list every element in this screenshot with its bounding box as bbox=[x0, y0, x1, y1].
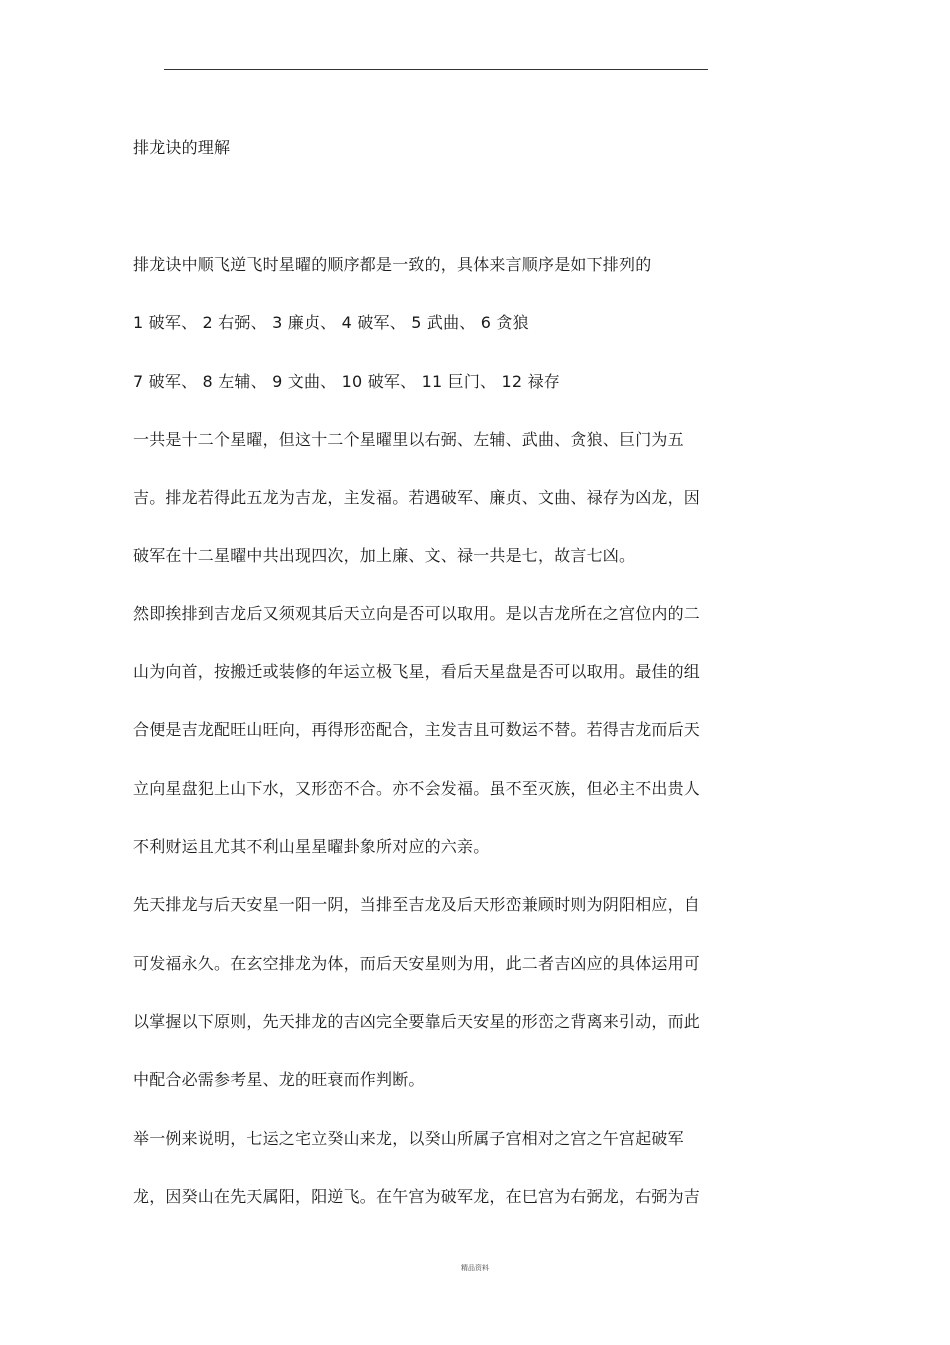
text-line-7: 然即挨排到吉龙后又须观其后天立向是否可以取用。是以吉龙所在之宫位内的二 bbox=[133, 604, 701, 623]
text-line-11: 不利财运且尤其不利山星星曜卦象所对应的六亲。 bbox=[133, 837, 490, 856]
text-line-5: 吉。排龙若得此五龙为吉龙，主发福。若遇破军、廉贞、文曲、禄存为凶龙，因 bbox=[133, 488, 701, 507]
text-line-14: 以掌握以下原则，先天排龙的吉凶完全要靠后天安星的形峦之背离来引动，而此 bbox=[133, 1012, 701, 1031]
text-line-4: 一共是十二个星曜，但这十二个星曜里以右弼、左辅、武曲、贪狼、巨门为五 bbox=[133, 430, 684, 449]
text-line-2: 1 破军、 2 右弼、 3 廉贞、 4 破军、 5 武曲、 6 贪狼 bbox=[133, 313, 529, 332]
text-line-13: 可发福永久。在玄空排龙为体，而后天安星则为用，此二者吉凶应的具体运用可 bbox=[133, 954, 701, 973]
page-footer: 精品资料 bbox=[461, 1264, 489, 1272]
text-line-9: 合便是吉龙配旺山旺向，再得形峦配合，主发吉且可数运不替。若得吉龙而后天 bbox=[133, 720, 701, 739]
text-line-1: 排龙诀中顺飞逆飞时星曜的顺序都是一致的，具体来言顺序是如下排列的 bbox=[133, 255, 652, 274]
header-rule bbox=[164, 69, 708, 70]
text-line-10: 立向星盘犯上山下水，又形峦不合。亦不会发福。虽不至灭族，但必主不出贵人 bbox=[133, 779, 701, 798]
document-title: 排龙诀的理解 bbox=[133, 138, 231, 157]
text-line-17: 龙，因癸山在先天属阳，阳逆飞。在午宫为破军龙，在巳宫为右弼龙，右弼为吉 bbox=[133, 1187, 701, 1206]
text-line-3: 7 破军、 8 左辅、 9 文曲、 10 破军、 11 巨门、 12 禄存 bbox=[133, 372, 560, 391]
text-line-6: 破军在十二星曜中共出现四次，加上廉、文、禄一共是七，故言七凶。 bbox=[133, 546, 636, 565]
text-line-12: 先天排龙与后天安星一阳一阴，当排至吉龙及后天形峦兼顾时则为阴阳相应，自 bbox=[133, 895, 701, 914]
text-line-15: 中配合必需参考星、龙的旺衰而作判断。 bbox=[133, 1070, 425, 1089]
text-line-16: 举一例来说明，七运之宅立癸山来龙，以癸山所属子宫相对之宫之午宫起破军 bbox=[133, 1129, 684, 1148]
text-line-8: 山为向首，按搬迁或装修的年运立极飞星，看后天星盘是否可以取用。最佳的组 bbox=[133, 662, 701, 681]
